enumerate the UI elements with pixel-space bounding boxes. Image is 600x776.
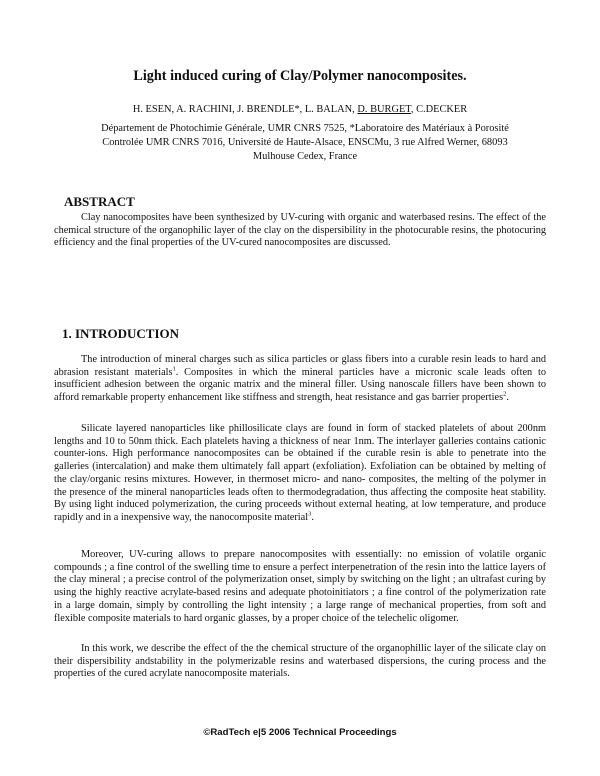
paragraph-text: . (506, 392, 509, 404)
affiliation-line: Département de Photochimie Générale, UMR CNRS 7525, *Laboratoire des Matériaux à Porosité (101, 123, 509, 134)
affiliation-block (40, 122, 570, 164)
citation-marker: 2 (503, 390, 507, 398)
paper-title: Light induced curing of Clay/Polymer nanocomposites. (133, 68, 467, 84)
intro-paragraph-4: In this work, we describe the effect of the the chemical structure of the organophillic layer of the silicate clay on their dispersibility andstability in the polymerizable resins and waterbased dispersions, the curing process and the properties of the cured acrylate nanocomposite materials. (54, 643, 546, 680)
corresponding-author: D. BURGET (357, 104, 411, 115)
page-footer: ©RadTech e|5 2006 Technical Proceedings (203, 727, 397, 738)
paragraph-text: . Composites in which the mineral particles have a micronic scale leads often to insufficient adhesion between the organic matrix and the mineral filler. Using nanoscale fillers have been shown to afford remarkable property enhancement like stiffness and strength, heat resistance and gas barrier properties (54, 366, 546, 404)
affiliation-line: Mulhouse Cedex, France (252, 151, 358, 162)
paragraph-text: Silicate layered nanoparticles like phillosilicate clays are found in form of stacked platelets of about 200nm lengths and 10 to 50nm thick. Each platelets having a thickness of near 1nm. The interlayer galleries contains cationic counter-ions. High performance nanocomposites can be obtained if the curable resin is able to penetrate into the galleries (intercalation) and make them ultimately fall appart (exfoliation). Exfoliation can be obtained by melting of the clay/organic resins mixtures. However, in thermoset micro- and nano- composites, the melting of the polymer in the presence of the mineral nanoparticles leads often to thermodegradation, thus affecting the composite heat stability. By using light induced polymerization, the curing proceeds without external heating, at low temperature, and produce rapidly and in a inexpensive way, the nanocomposite material (54, 423, 546, 523)
intro-paragraph-2 (54, 423, 546, 525)
introduction-heading: 1. INTRODUCTION (62, 326, 180, 341)
abstract-heading: ABSTRACT (64, 194, 135, 209)
paragraph-text: The introduction of mineral charges such as silica particles or glass fibers into a curable resin leads to hard and abrasion resistant materials (54, 354, 546, 378)
authors-text: H. ESEN, A. RACHINI, J. BRENDLE*, L. BALAN, (132, 104, 355, 115)
citation-marker: 3 (308, 510, 312, 518)
citation-marker: 1 (172, 365, 176, 373)
author-list (0, 104, 600, 115)
intro-paragraph-3: Moreover, UV-curing allows to prepare nanocomposites with essentially: no emission of volatile organic compounds ; a fine control of the swelling time to ensure a perfect interpenetration of the resin into the lattice layers of the clay mineral ; a precise control of the polymerization onset, simply by switching on the light ; an ultrafast curing by using the highly reactive acrylate-based resins and adequate photoinitiators ; a fine control of the polymerization rate in a large domain, simply by controlling the light intensity ; a large range of mechanical properties, from soft and flexible composite materials to hard organic glasses, by a proper choice of the telechelic oligomer. (54, 549, 546, 624)
paragraph-text: . (311, 511, 314, 523)
affiliation-line: Controlée UMR CNRS 7016, Université de Haute-Alsace, ENSCMu, 3 rue Alfred Werner, 68093 (102, 137, 508, 148)
intro-paragraph-1 (54, 354, 546, 405)
abstract-text: Clay nanocomposites have been synthesized by UV-curing with organic and waterbased resins. The effect of the chemical structure of the organophilic layer of the clay on the dispersibility in the photocurable resins, the photocuring efficiency and the final properties of the UV-cured nanocomposites are discussed. (54, 212, 546, 249)
authors-text-end: , C.DECKER (410, 104, 468, 115)
